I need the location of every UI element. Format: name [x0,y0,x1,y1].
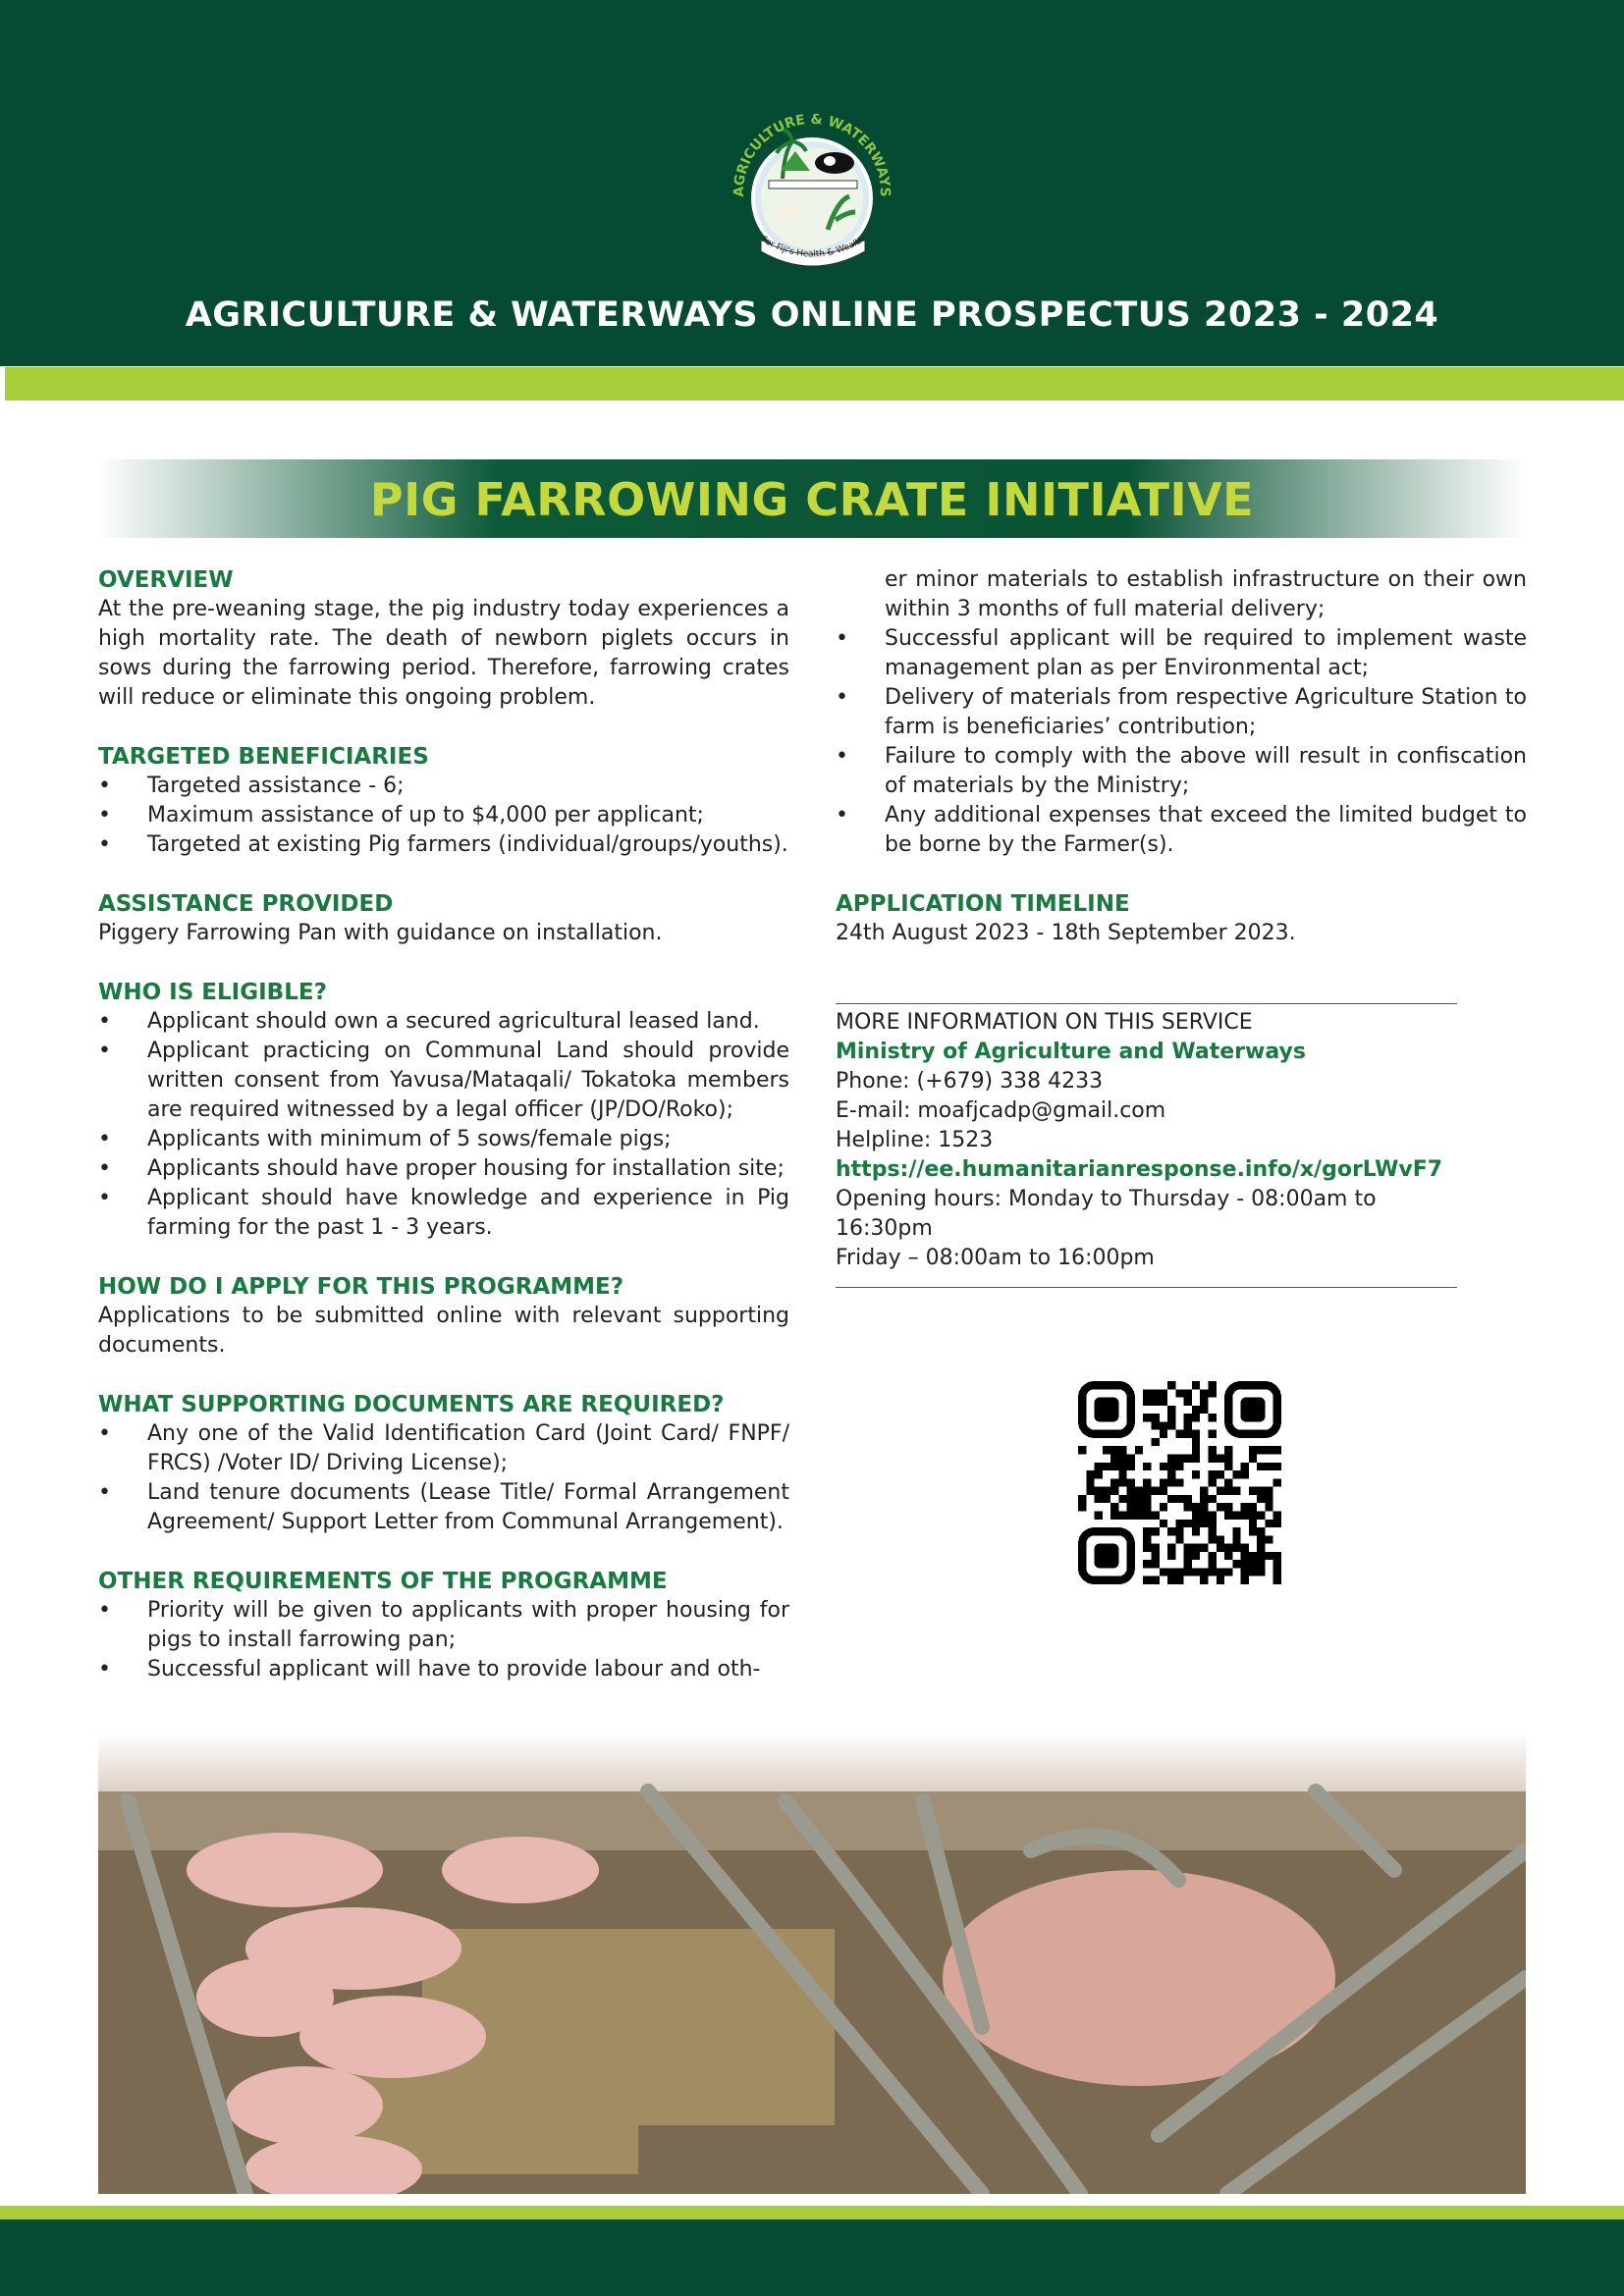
list-item: • Applicant practicing on Communal Land should provide written consent from Yavusa/Mataqali/ Tokatoka members are required witnessed by a legal officer (JP/DO/Roko); [98,1037,789,1125]
phone: Phone: (+679) 338 4233 [836,1069,1104,1094]
piglets-illustration [98,1733,1526,2194]
program-banner [98,459,1526,538]
svg-text:For Fiji's Health & Wealth: For Fiji's Health & Wealth [759,235,867,260]
list-item: • Applicants should have proper housing for installation site; [98,1154,789,1184]
eligibility-list [98,1007,789,1243]
assistance-section [98,889,789,948]
list-item: • Land tenure documents (Lease Title/ Formal Arrangement Agreement/ Support Letter from Communal Arrangement). [98,1478,789,1537]
footer-band [0,2219,1624,2296]
friday-hours: Friday – 08:00am to 16:00pm [836,1246,1155,1270]
prospectus-title: AGRICULTURE & WATERWAYS ONLINE PROSPECTUS 2023 - 2024 [185,295,1439,335]
section-title: HOW DO I APPLY FOR THIS PROGRAMME? [98,1274,624,1300]
beneficiaries-list [98,772,789,860]
overview-section [98,565,789,713]
more-info-heading: MORE INFORMATION ON THIS SERVICE [836,1010,1253,1035]
program-title: PIG FARROWING CRATE INITIATIVE [369,473,1255,526]
application-link[interactable]: https://ee.humanitarianresponse.info/x/gorLWvF7 [836,1157,1443,1182]
assistance-text: Piggery Farrowing Pan with guidance on installation. [98,921,663,945]
documents-list [98,1419,789,1537]
apply-section [98,1272,789,1361]
list-item: • Successful applicant will be required to implement waste management plan as per Environmental act; [836,624,1527,683]
section-title: WHAT SUPPORTING DOCUMENTS ARE REQUIRED? [98,1392,725,1417]
email: E-mail: moafjcadp@gmail.com [836,1098,1166,1123]
helpline: Helpline: 1523 [836,1128,994,1152]
list-item: • Targeted at existing Pig farmers (individual/groups/youths). [98,830,789,860]
more-info-box [836,1003,1457,1288]
left-column [98,565,789,1714]
overview-text: At the pre-weaning stage, the pig industry today experiences a high mortality rate. The death of newborn piglets occurs in sows during the farrowing period. Therefore, farrowing crates will reduce or eliminate this ongoing problem. [98,597,789,710]
footer-stripe [0,2206,1624,2219]
ministry-name: Ministry of Agriculture and Waterways [836,1040,1306,1064]
list-item: • Any additional expenses that exceed the limited budget to be borne by the Farmer(s). [836,801,1527,860]
list-item-continuation: er minor materials to establish infrastructure on their own within 3 months of full material delivery; [885,567,1527,621]
ministry-logo [722,102,903,284]
other-requirements-list [98,1596,789,1684]
list-item: • Maximum assistance of up to $4,000 per applicant; [98,801,789,830]
opening-hours: Opening hours: Monday to Thursday - 08:00am to 16:30pm [836,1187,1377,1241]
timeline-section [836,889,1527,948]
svg-text:AGRICULTURE & WATERWAYS: AGRICULTURE & WATERWAYS [731,111,893,197]
list-item: • Failure to comply with the above will result in confiscation of materials by the Ministry; [836,742,1527,801]
section-title: TARGETED BENEFICIARIES [98,744,429,770]
header-stripe [5,367,1624,400]
list-item: • Any one of the Valid Identification Card (Joint Card/ FNPF/ FRCS) /Voter ID/ Driving License); [98,1419,789,1478]
timeline-text: 24th August 2023 - 18th September 2023. [836,921,1296,945]
list-item: • Priority will be given to applicants with proper housing for pigs to install farrowing pan; [98,1596,789,1655]
section-title: OTHER REQUIREMENTS OF THE PROGRAMME [98,1569,668,1594]
list-item: • Successful applicant will have to provide labour and oth- [98,1655,789,1684]
list-item: • Delivery of materials from respective Agriculture Station to farm is beneficiaries’ contribution; [836,683,1527,742]
qr-code[interactable] [1078,1381,1281,1584]
right-column [836,565,1527,978]
list-item: • Applicant should have knowledge and experience in Pig farming for the past 1 - 3 years. [98,1184,789,1243]
documents-section [98,1390,789,1537]
other-requirements-list-continued [836,565,1527,860]
section-title: APPLICATION TIMELINE [836,891,1130,917]
piglets-photo [98,1733,1526,2194]
other-requirements-section [98,1567,789,1684]
apply-text: Applications to be submitted online with relevant supporting documents. [98,1304,789,1358]
section-title: OVERVIEW [98,567,234,593]
eligibility-section [98,978,789,1243]
beneficiaries-section [98,742,789,860]
other-requirements-continued [836,565,1527,860]
list-item: • Targeted assistance - 6; [98,772,789,801]
list-item: • Applicant should own a secured agricultural leased land. [98,1007,789,1037]
section-title: WHO IS ELIGIBLE? [98,980,327,1005]
list-item: • Applicants with minimum of 5 sows/female pigs; [98,1125,789,1154]
section-title: ASSISTANCE PROVIDED [98,891,394,917]
